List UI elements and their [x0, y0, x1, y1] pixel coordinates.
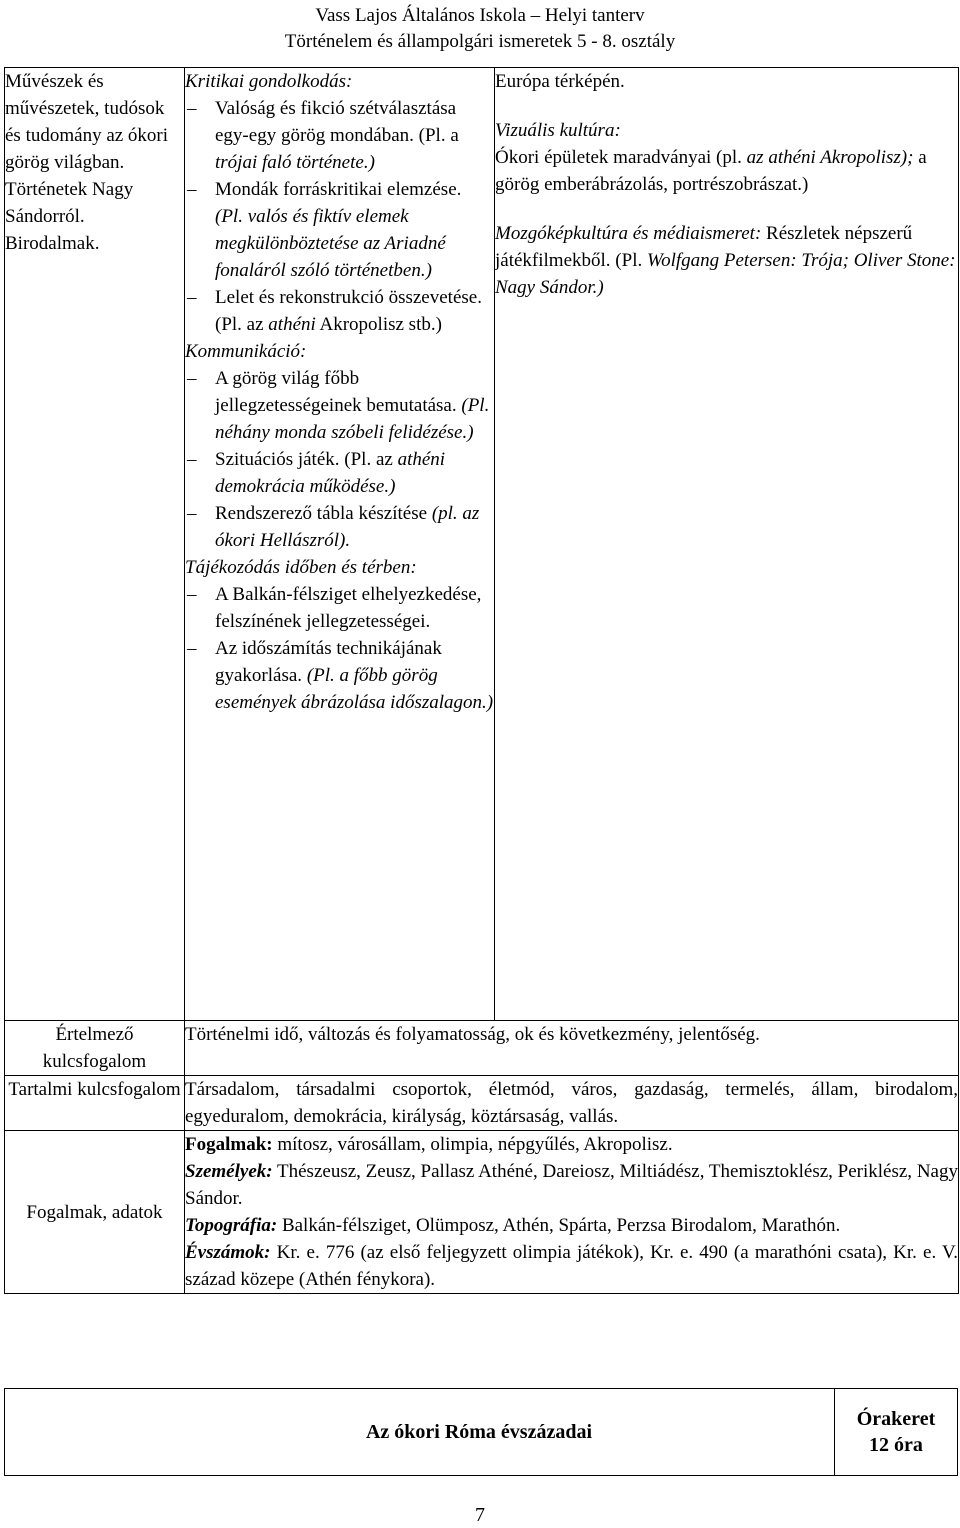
- topography-line: [185, 1212, 958, 1239]
- dash-bullet: –: [187, 98, 197, 119]
- dash-bullet: –: [187, 287, 197, 308]
- list-item: [185, 635, 494, 716]
- item-example: trójai faló története.): [215, 152, 375, 173]
- topic-text-3: Birodalmak.: [5, 233, 100, 254]
- visual-text-tail: a görög emberábrázolás, portrészobrászat.): [495, 147, 927, 195]
- document-header-subject: Történelem és állampolgári ismeretek 5 - 8. osztály: [284, 31, 676, 52]
- visual-example: az athéni Akropolisz);: [746, 147, 914, 168]
- dash-bullet: –: [187, 638, 197, 659]
- item-text: Lelet és rekonstrukció összevetése. (Pl. az: [215, 287, 482, 335]
- dates-text: Kr. e. 776 (az első feljegyzett olimpia játékok), Kr. e. 490 (a marathóni csata), Kr. e. V. század közepe (Athén fénykora).: [185, 1242, 959, 1290]
- dash-bullet: –: [187, 584, 197, 605]
- hours-cell: [835, 1389, 958, 1476]
- dates-line: [185, 1239, 958, 1293]
- topics-cell: [5, 68, 185, 1021]
- content-concept-text: Társadalom, társadalmi csoportok, életmód, város, gazdaság, termelés, állam, birodalom, egyeduralom, demokrácia, királyság, köztársaság, vallás.: [185, 1076, 959, 1131]
- concepts-data-row: [5, 1131, 959, 1294]
- item-text: Rendszerező tábla készítése: [215, 503, 428, 524]
- connections-line: Európa térképén.: [495, 71, 625, 92]
- interpretive-concept-text: Történelmi idő, változás és folyamatosság, ok és következmény, jelentőség.: [185, 1021, 959, 1076]
- content-concept-label: Tartalmi kulcsfogalom: [5, 1076, 185, 1131]
- topography-text: Balkán-félsziget, Olümposz, Athén, Spárta, Perzsa Birodalom, Marathón.: [281, 1215, 841, 1236]
- topography-heading: Topográfia:: [185, 1215, 278, 1236]
- next-unit-table: [4, 1388, 958, 1476]
- list-item: [185, 95, 494, 176]
- orientation-heading: Tájékozódás időben és térben:: [185, 557, 417, 578]
- concepts-heading: Fogalmak:: [185, 1134, 273, 1155]
- visual-text: Ókori épületek maradványai (pl.: [495, 147, 742, 168]
- topic-text-1: Művészek és művészetek, tudósok és tudomány az ókori görög világban.: [5, 71, 169, 173]
- moving-image-text: [495, 220, 958, 301]
- list-item: [185, 365, 494, 446]
- hours-value: 12 óra: [869, 1434, 923, 1456]
- item-example: (pl. az ókori Hellászról).: [215, 503, 480, 551]
- concepts-data-cell: [185, 1131, 959, 1294]
- list-item: [185, 581, 494, 635]
- dash-bullet: –: [187, 503, 197, 524]
- item-example: (Pl. valós és fiktív elemek megkülönböztetése az Ariadné fonaláról szóló történetben.): [215, 206, 446, 281]
- visual-culture-text: [495, 144, 958, 198]
- hours-label: Órakeret: [856, 1408, 936, 1430]
- item-example: athéni: [268, 314, 316, 335]
- topic-text-2: Történetek Nagy Sándorról.: [5, 179, 134, 227]
- content-concept-row: [5, 1076, 959, 1131]
- interpretive-concept-row: [5, 1021, 959, 1076]
- list-item: [185, 446, 494, 500]
- persons-text: Thészeusz, Zeusz, Pallasz Athéné, Dareiosz, Miltiádész, Themisztoklész, Periklész, Nagy Sándor.: [185, 1161, 958, 1209]
- dash-bullet: –: [187, 368, 197, 389]
- communication-heading: Kommunikáció:: [185, 341, 307, 362]
- concepts-data-label: Fogalmak, adatok: [5, 1131, 185, 1294]
- list-item: [185, 176, 494, 284]
- moving-image-heading: Mozgóképkultúra és médiaismeret:: [495, 223, 762, 244]
- connections-cell: [495, 68, 959, 1021]
- item-text: A görög világ főbb jellegzetességeinek bemutatása.: [215, 368, 457, 416]
- skills-cell: [185, 68, 495, 1021]
- dash-bullet: –: [187, 179, 197, 200]
- item-text: Mondák forráskritikai elemzése.: [215, 179, 462, 200]
- persons-line: [185, 1158, 958, 1212]
- next-unit-title: Az ókori Róma évszázadai: [5, 1389, 835, 1476]
- item-text: Valóság és fikció szétválasztása egy-egy görög mondában. (Pl. a: [215, 98, 459, 146]
- item-text-tail: Akropolisz stb.): [319, 314, 442, 335]
- visual-culture-heading: Vizuális kultúra:: [495, 120, 621, 141]
- dates-heading: Évszámok:: [185, 1242, 271, 1263]
- moving-image-example: Wolfgang Petersen: Trója; Oliver Stone: Nagy Sándor.): [495, 250, 956, 298]
- item-example: (Pl. néhány monda szóbeli felidézése.): [215, 395, 490, 443]
- concepts-line: [185, 1131, 958, 1158]
- critical-thinking-heading: Kritikai gondolkodás:: [185, 71, 353, 92]
- dash-bullet: –: [187, 449, 197, 470]
- persons-heading: Személyek:: [185, 1161, 273, 1182]
- concepts-text: mítosz, városállam, olimpia, népgyűlés, Akropolisz.: [277, 1134, 673, 1155]
- list-item: [185, 500, 494, 554]
- page-number: 7: [475, 1504, 485, 1526]
- moving-image-body: Részletek népszerű játékfilmekből. (Pl.: [495, 223, 913, 271]
- item-text: Szituációs játék. (Pl. az: [215, 449, 393, 470]
- interpretive-concept-label: Értelmező kulcsfogalom: [5, 1021, 185, 1076]
- item-text: A Balkán-félsziget elhelyezkedése, felszínének jellegzetességei.: [215, 584, 482, 632]
- curriculum-table: [4, 67, 959, 1294]
- item-example: (Pl. a főbb görög események ábrázolása időszalagon.): [215, 665, 494, 713]
- document-header-school: Vass Lajos Általános Iskola – Helyi tanterv: [315, 5, 645, 26]
- item-example: athéni demokrácia működése.): [215, 449, 446, 497]
- item-text: Az időszámítás technikájának gyakorlása.: [215, 638, 442, 686]
- list-item: [185, 284, 494, 338]
- content-row: [5, 68, 959, 1021]
